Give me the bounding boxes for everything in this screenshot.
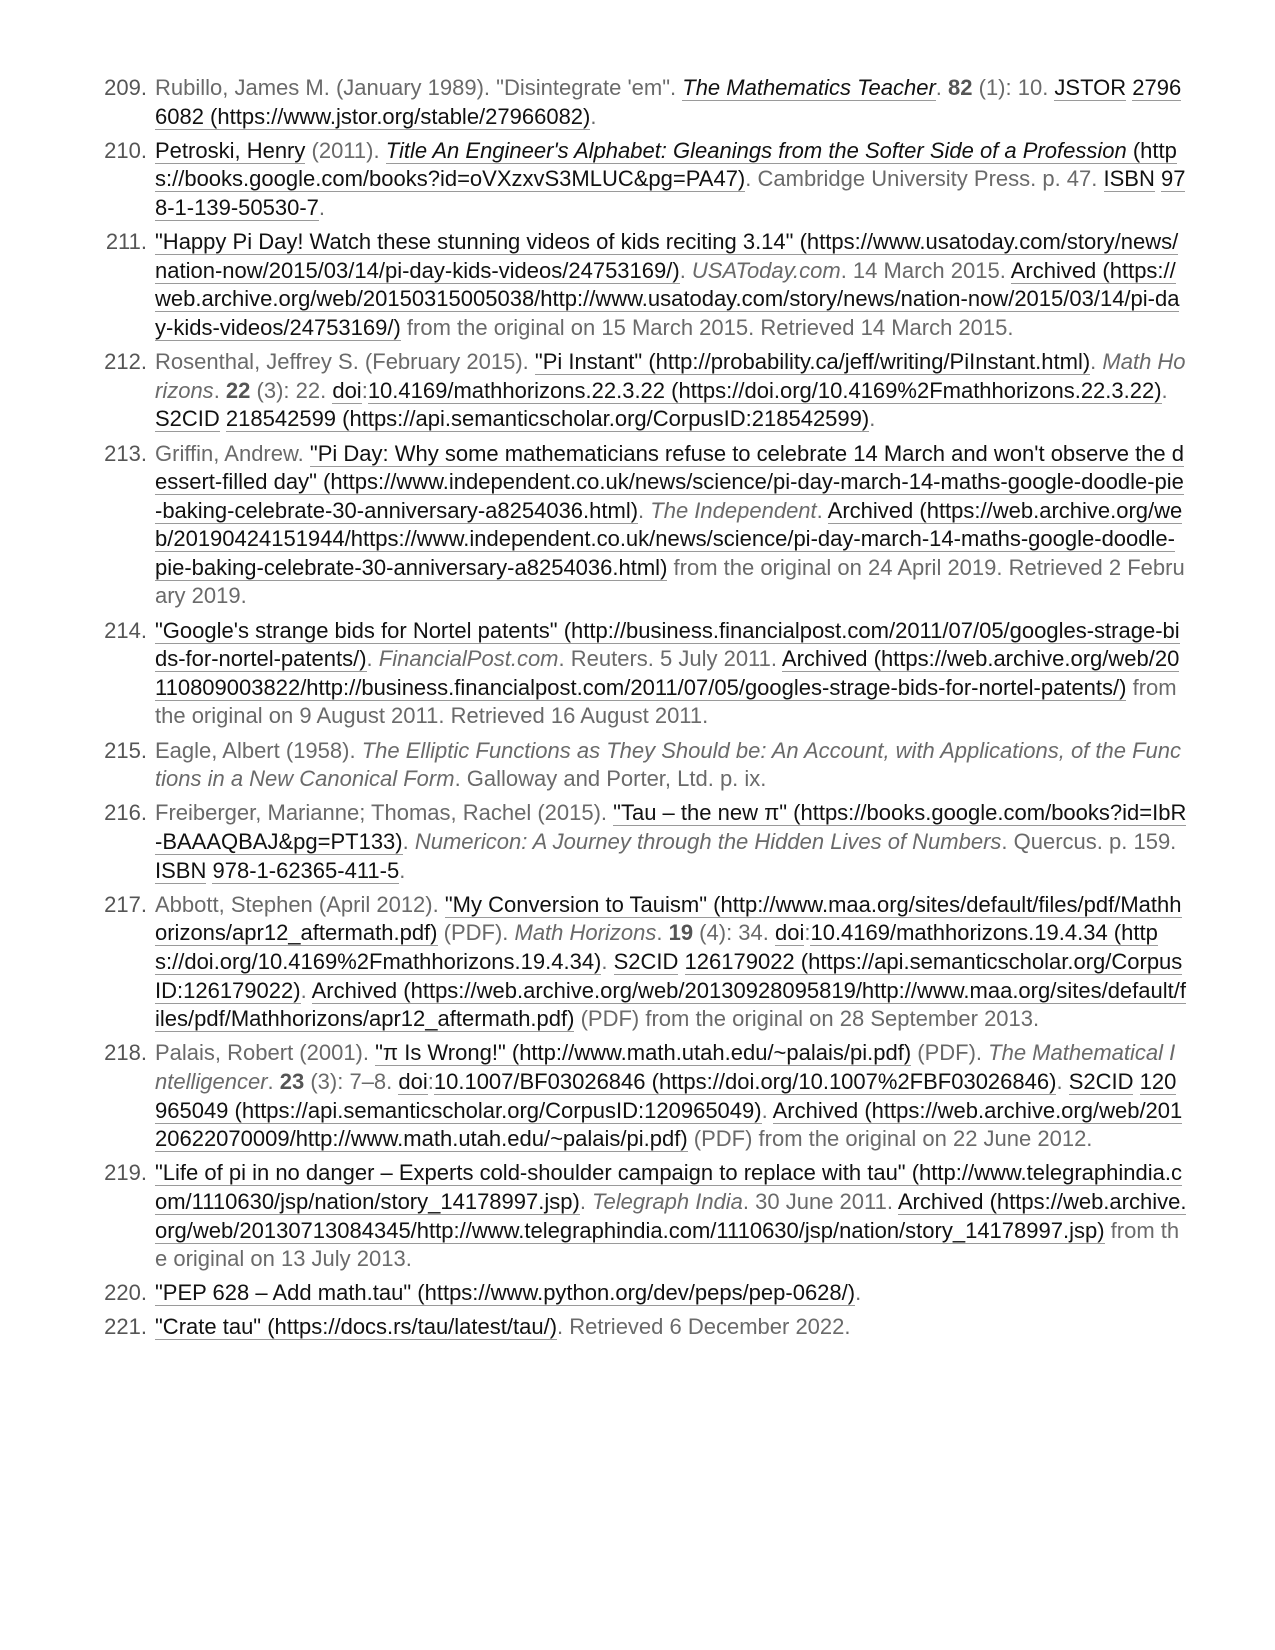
reference-item xyxy=(92,348,1187,434)
reference-text-segment: . xyxy=(1161,377,1168,403)
reference-text-segment: . xyxy=(267,1068,280,1094)
reference-link[interactable]: ISBN xyxy=(155,857,207,883)
reference-number: 216. xyxy=(104,800,147,826)
reference-text xyxy=(155,137,1187,223)
reference-text-segment: (1): 10. xyxy=(972,75,1055,100)
reference-link[interactable]: 10.1007/BF03026846 (https://doi.org/10.1007%2FBF03026846) xyxy=(433,1068,1057,1094)
reference-text-segment: . xyxy=(816,497,828,523)
reference-item xyxy=(92,1279,1187,1308)
reference-text-segment xyxy=(1133,1069,1139,1094)
reference-title: Numericon: A Journey through the Hidden Lives of Numbers xyxy=(414,829,1002,854)
reference-text-segment: from the original on 24 April 2019. Retrieved 2 February 2019. xyxy=(155,554,1185,609)
reference-number: 209. xyxy=(104,75,147,100)
reference-link[interactable]: ISBN xyxy=(1103,166,1155,192)
reference-text xyxy=(155,74,1187,131)
reference-text-segment: . xyxy=(1056,1068,1069,1094)
reference-link[interactable]: "Pi Day: Why some mathematicians refuse to celebrate 14 March and won't observe the dessert-filled day" (https://www.independent.co.uk/news/science/pi-day-march-14-maths-google-doodle-pie-baking-celebrate-30-anniversary-a8254036.html) xyxy=(155,440,1184,523)
reference-text-segment: . Quercus. p. 159. xyxy=(1001,829,1177,854)
reference-title: Math Horizons xyxy=(514,920,657,946)
reference-text-segment: (PDF). xyxy=(437,920,515,946)
reference-text-segment: . xyxy=(656,920,669,946)
reference-item xyxy=(92,1039,1187,1153)
reference-text xyxy=(155,1279,1187,1308)
reference-link[interactable]: "Crate tau" (https://docs.rs/tau/latest/tau/) xyxy=(155,1314,558,1340)
reference-item xyxy=(92,137,1187,223)
reference-title: Telegraph India xyxy=(592,1188,743,1214)
reference-title: The Independent xyxy=(650,497,817,523)
reference-link[interactable]: doi xyxy=(774,920,805,946)
reference-text-segment: Freiberger, Marianne; Thomas, Rachel (2015). xyxy=(155,800,614,826)
reference-link[interactable]: Petroski, Henry xyxy=(155,137,306,163)
reference-title: The Elliptic Functions as They Should be: An Account, with Applications, of the Functions in a New Canonical Form xyxy=(155,737,1182,792)
reference-text-segment: (3): 22. xyxy=(250,377,333,403)
reference-text-segment: (PDF) from the original on 28 September 2013. xyxy=(574,1006,1040,1032)
references-list xyxy=(92,74,1187,1348)
reference-text-segment: . xyxy=(679,257,692,283)
reference-text xyxy=(155,1039,1187,1153)
reference-text-segment: . xyxy=(579,1188,593,1214)
reference-text-segment: . 30 June 2011. xyxy=(742,1188,898,1214)
reference-link[interactable]: "Life of pi in no danger – Experts cold-shoulder campaign to replace with tau" (http://www.telegraphindia.com/1110630/jsp/nation/story_14178997.jsp) xyxy=(155,1160,1182,1214)
reference-link[interactable]: 978-1-139-50530-7 xyxy=(155,166,1186,220)
reference-text-segment: (PDF). xyxy=(911,1040,989,1066)
reference-item xyxy=(92,1159,1187,1273)
reference-text-segment: . xyxy=(855,1280,862,1306)
reference-text-segment: Rubillo, James M. (January 1989). "Disintegrate 'em". xyxy=(155,75,683,100)
reference-title: Math Horizons xyxy=(155,349,1186,403)
reference-text-segment: . xyxy=(638,497,651,523)
reference-link[interactable]: 10.4169/mathhorizons.22.3.22 (https://doi.org/10.4169%2Fmathhorizons.22.3.22) xyxy=(367,377,1162,403)
reference-text-segment: . xyxy=(300,977,312,1003)
reference-text-segment: . xyxy=(590,103,597,129)
reference-link[interactable]: 978-1-62365-411-5 xyxy=(212,857,400,883)
reference-number: 219. xyxy=(104,1160,147,1186)
reference-link[interactable]: (https://books.google.com/books?id=oVXzxvS3MLUC&pg=PA47) xyxy=(155,137,1177,192)
reference-number: 220. xyxy=(104,1280,147,1306)
reference-text-segment: . xyxy=(318,194,326,220)
reference-item xyxy=(92,440,1187,612)
reference-text-segment: : xyxy=(804,920,811,946)
reference-text-segment: . xyxy=(1090,349,1103,375)
reference-link[interactable]: Title An Engineer's Alphabet: Gleanings from the Softer Side of a Profession xyxy=(385,137,1127,163)
reference-link[interactable]: Archived (https://web.archive.org/web/20110809003822/http://business.financialpost.com/2011/07/05/googles-strage-bids-for-nortel-patents/) xyxy=(155,646,1180,700)
reference-text-segment: . Cambridge University Press. p. 47. xyxy=(745,166,1104,192)
reference-link[interactable]: The Mathematics Teacher xyxy=(682,75,936,100)
reference-text-segment: . 14 March 2015. xyxy=(840,257,1011,283)
reference-text-segment: . Reuters. 5 July 2011. xyxy=(558,646,782,672)
reference-link[interactable]: Archived (https://web.archive.org/web/20150315005038/http://www.usatoday.com/story/news/nation-now/2015/03/14/pi-day-kids-videos/24753169/) xyxy=(155,257,1180,340)
reference-link[interactable]: "π Is Wrong!" (http://www.math.utah.edu/~palais/pi.pdf) xyxy=(375,1040,912,1066)
reference-text-segment: . xyxy=(869,406,876,432)
reference-number: 213. xyxy=(104,440,147,466)
reference-number: 221. xyxy=(104,1314,147,1340)
reference-number: 211. xyxy=(105,229,147,255)
reference-text-segment: (2011). xyxy=(305,137,386,163)
reference-text-segment: from the original on 9 August 2011. Retrieved 16 August 2011. xyxy=(155,674,1177,729)
reference-link[interactable]: 27966082 (https://www.jstor.org/stable/27966082) xyxy=(155,75,1182,129)
reference-text-segment: Griffin, Andrew. xyxy=(155,440,310,466)
reference-text xyxy=(155,1159,1187,1273)
reference-item xyxy=(92,737,1187,794)
reference-text-segment: 19 xyxy=(668,920,694,946)
reference-link[interactable]: 126179022 (https://api.semanticscholar.org/CorpusID:126179022) xyxy=(155,948,1183,1003)
reference-text-segment: (3): 7–8. xyxy=(304,1068,399,1094)
reference-link[interactable]: 10.4169/mathhorizons.19.4.34 (https://doi.org/10.4169%2Fmathhorizons.19.4.34) xyxy=(155,920,1158,974)
reference-title: USAToday.com xyxy=(691,257,841,283)
reference-text-segment xyxy=(678,949,684,974)
reference-text-segment: Abbott, Stephen (April 2012). xyxy=(155,891,445,917)
reference-text-segment: 82 xyxy=(948,75,973,100)
reference-number: 214. xyxy=(104,617,147,643)
reference-link[interactable]: JSTOR xyxy=(1054,75,1127,100)
reference-text-segment: : xyxy=(361,377,368,403)
reference-text-segment: (4): 34. xyxy=(693,920,775,946)
reference-item xyxy=(92,1313,1187,1342)
reference-text xyxy=(155,228,1187,342)
reference-text-segment: 23 xyxy=(279,1068,305,1094)
reference-text-segment: . xyxy=(213,377,226,403)
reference-text-segment: 22 xyxy=(225,377,251,403)
reference-link[interactable]: doi xyxy=(398,1068,428,1094)
reference-link[interactable]: "My Conversion to Tauism" (http://www.maa.org/sites/default/files/pdf/Mathhorizons/apr12_aftermath.pdf) xyxy=(155,891,1182,946)
reference-text xyxy=(155,891,1187,1034)
reference-link[interactable]: Archived (https://web.archive.org/web/20190424151944/https://www.independent.co.uk/news/science/pi-day-march-14-maths-google-doodle-pie-baking-celebrate-30-anniversary-a8254036.html) xyxy=(155,497,1183,580)
reference-text-segment: . Galloway and Porter, Ltd. p. ix. xyxy=(454,766,767,792)
reference-number: 217. xyxy=(104,891,147,917)
reference-link[interactable]: S2CID xyxy=(613,948,679,974)
reference-item xyxy=(92,617,1187,731)
reference-text xyxy=(155,737,1187,794)
reference-text-segment xyxy=(220,406,226,431)
reference-item xyxy=(92,228,1187,342)
reference-link[interactable]: S2CID xyxy=(1068,1068,1134,1094)
reference-link[interactable]: "Tau – the new π" (https://books.google.com/books?id=IbR-BAAAQBAJ&pg=PT133) xyxy=(155,800,1187,854)
reference-link[interactable]: 218542599 (https://api.semanticscholar.org/CorpusID:218542599) xyxy=(225,406,870,432)
reference-item xyxy=(92,74,1187,131)
reference-text-segment: . xyxy=(402,829,415,854)
reference-text-segment: . xyxy=(399,857,406,883)
reference-text-segment: . xyxy=(935,75,949,100)
reference-text xyxy=(155,617,1187,731)
reference-text xyxy=(155,1313,1187,1342)
reference-item xyxy=(92,799,1187,885)
reference-link[interactable]: "PEP 628 – Add math.tau" (https://www.python.org/dev/peps/pep-0628/) xyxy=(155,1280,856,1306)
reference-item xyxy=(92,891,1187,1034)
reference-number: 212. xyxy=(104,349,147,375)
reference-number: 215. xyxy=(104,737,147,763)
reference-text-segment: . xyxy=(366,646,379,672)
reference-number: 218. xyxy=(104,1040,147,1066)
reference-link[interactable]: "Google's strange bids for Nortel patents" (http://business.financialpost.com/2011/07/05/googles-strage-bids-for-nortel-patents/) xyxy=(155,617,1180,672)
reference-link[interactable]: S2CID xyxy=(155,406,220,432)
reference-text-segment: from the original on 13 July 2013. xyxy=(155,1217,1180,1272)
reference-text-segment: (PDF) from the original on 22 June 2012. xyxy=(687,1126,1093,1152)
reference-text-segment: Eagle, Albert (1958). xyxy=(155,737,362,763)
reference-link[interactable]: Archived (https://web.archive.org/web/20130928095819/http://www.maa.org/sites/default/files/pdf/Mathhorizons/apr12_aftermath.pdf) xyxy=(155,977,1186,1032)
reference-link[interactable]: 120965049 (https://api.semanticscholar.org/CorpusID:120965049) xyxy=(155,1068,1177,1123)
reference-title: The Mathematical Intelligencer xyxy=(155,1040,1176,1094)
reference-text-segment: . Retrieved 6 December 2022. xyxy=(557,1314,851,1340)
reference-text-segment: from the original on 15 March 2015. Retrieved 14 March 2015. xyxy=(400,314,1014,340)
reference-link[interactable]: Archived (https://web.archive.org/web/20120622070009/http://www.math.utah.edu/~palais/pi.pdf) xyxy=(155,1097,1183,1152)
reference-text-segment: : xyxy=(427,1068,434,1094)
reference-title: FinancialPost.com xyxy=(378,646,559,672)
reference-text-segment: . xyxy=(601,948,614,974)
reference-text xyxy=(155,799,1187,885)
reference-number: 210. xyxy=(104,137,147,163)
reference-link[interactable]: Archived (https://web.archive.org/web/20130713084345/http://www.telegraphindia.com/1110630/jsp/nation/story_14178997.jsp) xyxy=(155,1188,1187,1243)
reference-link[interactable]: "Pi Instant" (http://probability.ca/jeff/writing/PiInstant.html) xyxy=(534,349,1091,375)
reference-text-segment: Rosenthal, Jeffrey S. (February 2015). xyxy=(155,349,535,375)
reference-link[interactable]: doi xyxy=(332,377,362,403)
reference-text-segment: Palais, Robert (2001). xyxy=(155,1040,376,1066)
reference-link[interactable]: "Happy Pi Day! Watch these stunning videos of kids reciting 3.14" (https://www.usatoday.com/story/news/nation-now/2015/03/14/pi-day-kids-videos/24753169/) xyxy=(155,229,1179,283)
reference-text xyxy=(155,440,1187,612)
reference-text-segment: . xyxy=(761,1097,773,1123)
reference-text xyxy=(155,348,1187,434)
